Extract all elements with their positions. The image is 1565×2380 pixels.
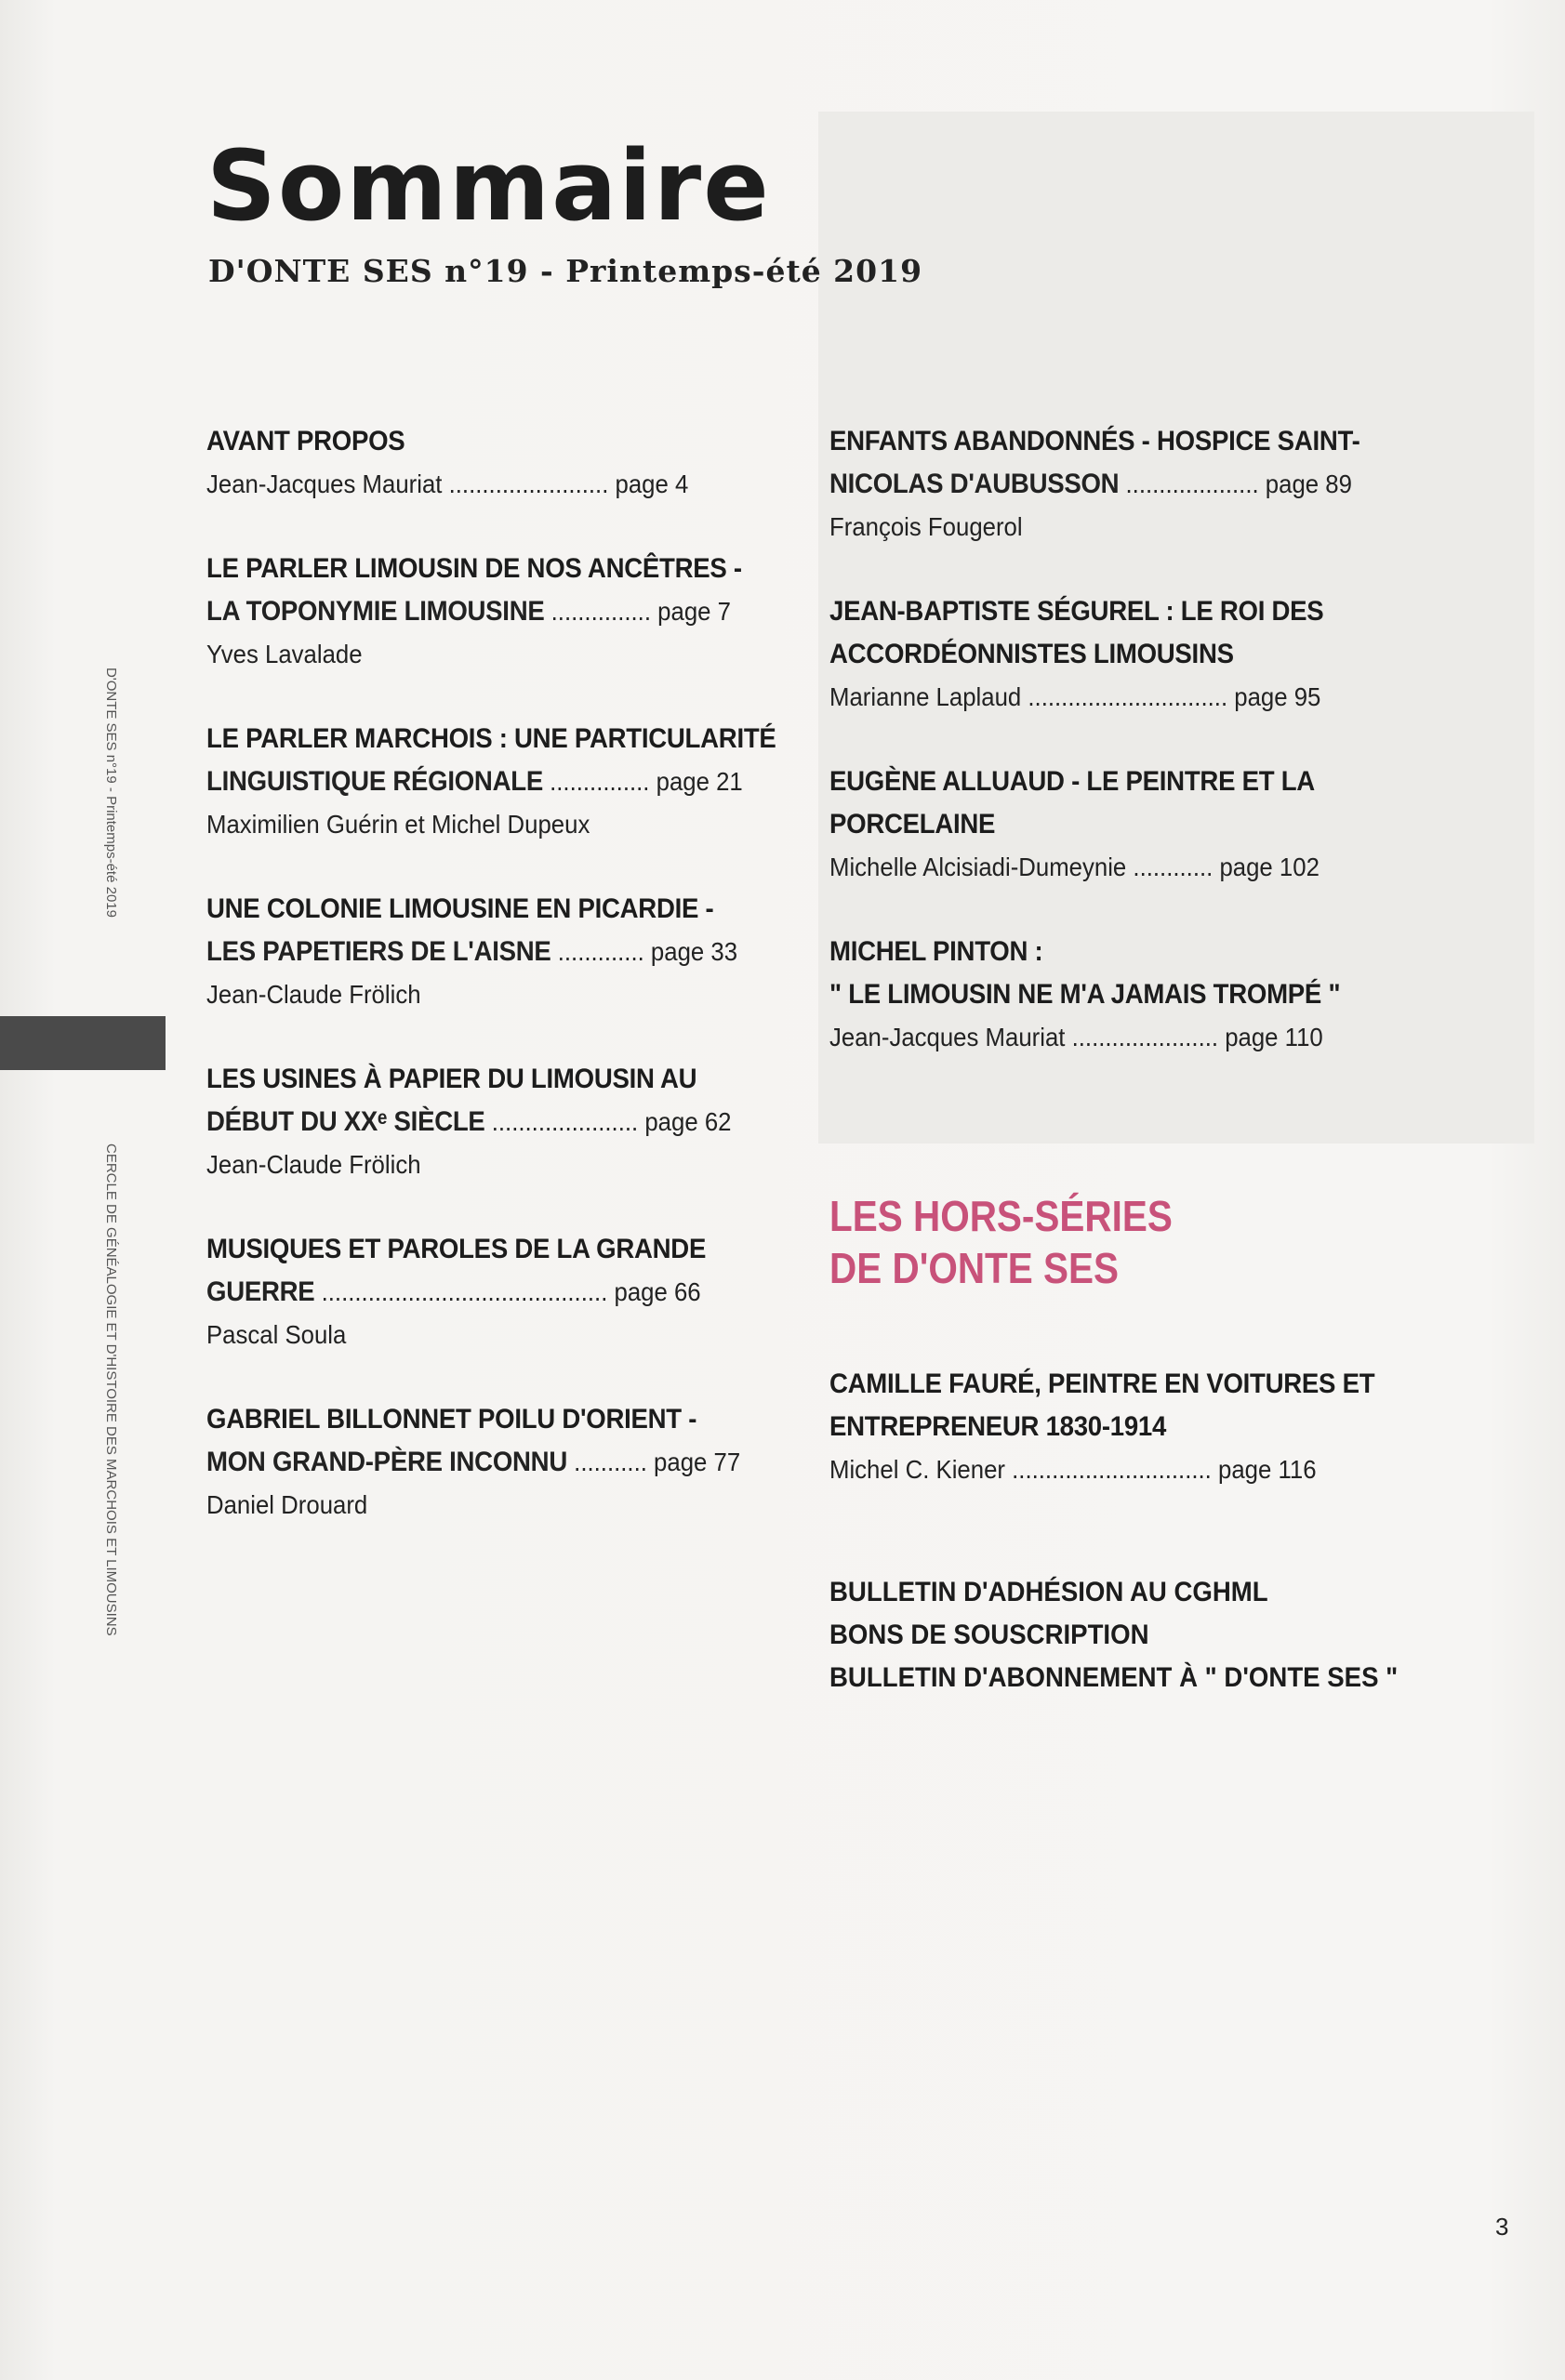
toc-entry-title-line xyxy=(206,590,754,633)
hors-series-heading xyxy=(829,1190,1173,1294)
toc-entry-author-page: Michel C. Kiener .............................. page 116 xyxy=(829,1455,1317,1484)
toc-entry-title: MUSIQUES ET PAROLES DE LA GRANDE xyxy=(206,1234,707,1264)
toc-entry[interactable] xyxy=(829,1363,1406,1491)
toc-page-number: page 21 xyxy=(656,767,743,796)
toc-entry[interactable] xyxy=(206,548,802,676)
page-title: Sommaire xyxy=(206,129,771,243)
toc-dot-leader: ........... xyxy=(574,1448,647,1476)
toc-entry-author: Jean-Claude Frölich xyxy=(206,1150,421,1179)
toc-page-number: page 7 xyxy=(657,597,731,626)
toc-entry-title-end: NICOLAS D'AUBUSSON xyxy=(829,469,1120,499)
issue-subtitle: D'ONTE SES n°19 - Printemps-été 2019 xyxy=(208,253,923,289)
toc-page-number: page 66 xyxy=(614,1277,701,1306)
toc-entry-title-line xyxy=(829,463,1359,506)
bulletin-item[interactable]: BULLETIN D'ADHÉSION AU CGHML xyxy=(829,1577,1268,1607)
toc-page-number: page 33 xyxy=(650,937,738,966)
toc-entry-title: LES USINES À PAPIER DU LIMOUSIN AU xyxy=(206,1064,697,1094)
toc-entry-title: AVANT PROPOS xyxy=(206,426,405,456)
page-number: 3 xyxy=(1495,2213,1509,2241)
toc-entry-author: Pascal Soula xyxy=(206,1320,347,1349)
toc-entry-title-end: LA TOPONYMIE LIMOUSINE xyxy=(206,596,545,627)
toc-entry-author: Maximilien Guérin et Michel Dupeux xyxy=(206,810,590,839)
toc-entry[interactable] xyxy=(829,420,1406,549)
toc-entry[interactable] xyxy=(829,590,1406,719)
toc-dot-leader: ............... xyxy=(550,597,652,626)
toc-entry-title-end: GUERRE xyxy=(206,1276,315,1307)
toc-entry-title-line xyxy=(206,1101,754,1144)
toc-entry[interactable] xyxy=(206,420,802,506)
toc-entry-author-page: Jean-Jacques Mauriat ........................ page 4 xyxy=(206,469,689,498)
toc-entry-title: EUGÈNE ALLUAUD - LE PEINTRE ET LA xyxy=(829,766,1315,797)
toc-entry-title: LE PARLER MARCHOIS : UNE PARTICULARITÉ xyxy=(206,723,776,754)
bulletin-item[interactable]: BONS DE SOUSCRIPTION xyxy=(829,1620,1149,1650)
spine-publisher-label: CERCLE DE GÉNÉALOGIE ET D'HISTOIRE DES MARCHOIS ET LIMOUSINS xyxy=(103,1144,119,1636)
toc-entry-title: ACCORDÉONNISTES LIMOUSINS xyxy=(829,639,1234,669)
toc-dot-leader: ............... xyxy=(550,767,650,796)
hors-series-heading-line: DE D'ONTE SES xyxy=(829,1244,1120,1292)
toc-entry-author-page: Marianne Laplaud .............................. page 95 xyxy=(829,682,1321,711)
toc-entry[interactable] xyxy=(206,718,802,846)
toc-entry-title: CAMILLE FAURÉ, PEINTRE EN VOITURES ET xyxy=(829,1368,1375,1399)
toc-entry-title: GABRIEL BILLONNET POILU D'ORIENT - xyxy=(206,1404,697,1435)
toc-entry-title-end: LINGUISTIQUE RÉGIONALE xyxy=(206,766,543,797)
toc-entry-title-line xyxy=(206,760,754,803)
toc-entry[interactable] xyxy=(206,888,802,1016)
toc-entry-author: Jean-Claude Frölich xyxy=(206,980,421,1009)
toc-entry-author-page: Jean-Jacques Mauriat ...................... page 110 xyxy=(829,1023,1323,1051)
toc-entry[interactable] xyxy=(206,1058,802,1186)
toc-dot-leader: ........................................... xyxy=(321,1277,608,1306)
toc-entry-title-end: LES PAPETIERS DE L'AISNE xyxy=(206,936,551,967)
toc-entry-title: PORCELAINE xyxy=(829,809,996,840)
toc-page-number: page 77 xyxy=(654,1448,741,1476)
toc-dot-leader: ............. xyxy=(557,937,644,966)
toc-entry[interactable] xyxy=(829,760,1406,889)
bulletins-list xyxy=(829,1571,1398,1699)
bulletin-item[interactable]: BULLETIN D'ABONNEMENT À " D'ONTE SES " xyxy=(829,1662,1399,1693)
toc-entry[interactable] xyxy=(829,931,1406,1059)
toc-entry[interactable] xyxy=(206,1398,802,1527)
toc-dot-leader: .................... xyxy=(1125,469,1259,498)
toc-entry-author: Daniel Drouard xyxy=(206,1490,368,1519)
toc-entry[interactable] xyxy=(206,1228,802,1356)
hors-series-heading-line: LES HORS-SÉRIES xyxy=(829,1192,1173,1240)
toc-entry-title: " LE LIMOUSIN NE M'A JAMAIS TROMPÉ " xyxy=(829,979,1341,1010)
toc-entry-author: François Fougerol xyxy=(829,512,1023,541)
toc-page-number: page 62 xyxy=(644,1107,732,1136)
toc-entry-title: ENTREPRENEUR 1830-1914 xyxy=(829,1411,1167,1442)
toc-entry-title: UNE COLONIE LIMOUSINE EN PICARDIE - xyxy=(206,893,714,924)
spine-tab-marker xyxy=(0,1016,166,1070)
toc-entry-title-line xyxy=(206,1441,754,1484)
toc-entry-title-line xyxy=(206,1271,754,1314)
toc-dot-leader: ...................... xyxy=(491,1107,639,1136)
toc-entry-title: MICHEL PINTON : xyxy=(829,936,1043,967)
toc-entry-title: LE PARLER LIMOUSIN DE NOS ANCÊTRES - xyxy=(206,553,742,584)
toc-entry-title-line xyxy=(206,931,754,973)
toc-entry-author-page: Michelle Alcisiadi-Dumeynie ............ page 102 xyxy=(829,853,1320,881)
toc-entry-title: ENFANTS ABANDONNÉS - HOSPICE SAINT- xyxy=(829,426,1360,456)
spine-issue-label: D'ONTE SES n°19 - Printemps-été 2019 xyxy=(103,668,119,918)
toc-entry-title-end: DÉBUT DU XXᵉ SIÈCLE xyxy=(206,1106,485,1137)
toc-page-number: page 89 xyxy=(1265,469,1352,498)
toc-entry-title: JEAN-BAPTISTE SÉGUREL : LE ROI DES xyxy=(829,596,1324,627)
toc-entry-title-end: MON GRAND-PÈRE INCONNU xyxy=(206,1447,568,1477)
toc-entry-author: Yves Lavalade xyxy=(206,640,363,668)
